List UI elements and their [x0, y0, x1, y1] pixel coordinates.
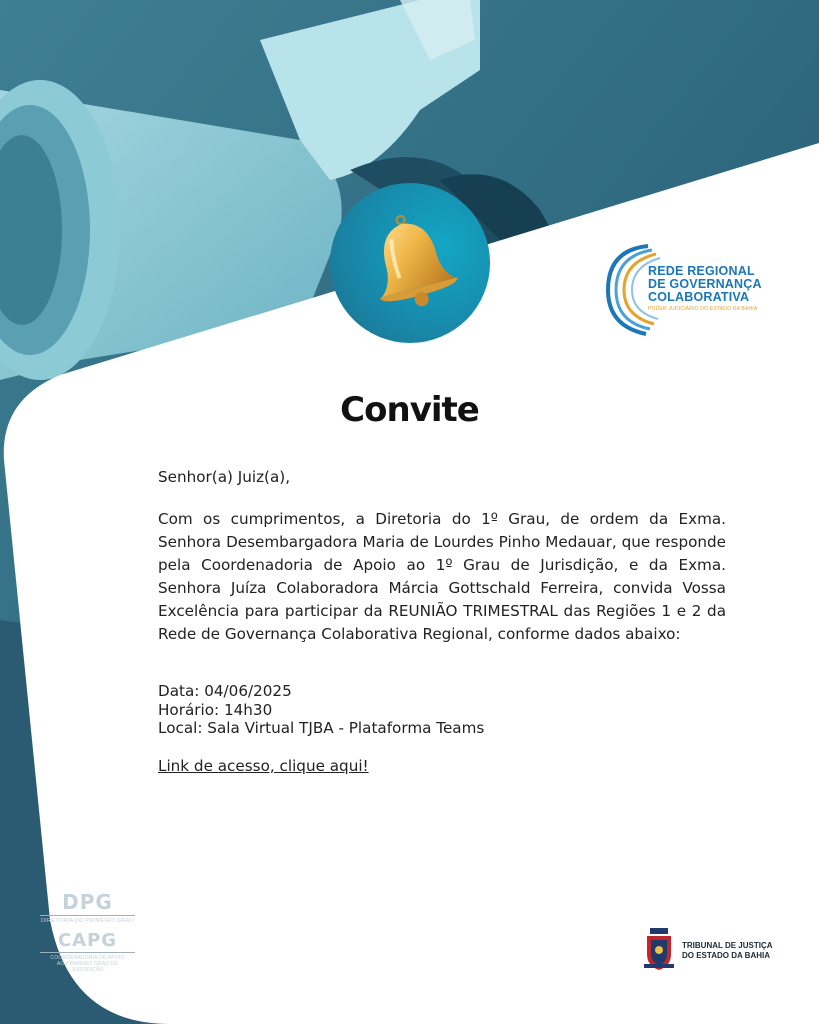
- meeting-time: Horário: 14h30: [158, 700, 273, 719]
- meeting-place: Local: Sala Virtual TJBA - Plataforma Teams: [158, 719, 485, 737]
- dpg-logo: [40, 890, 135, 924]
- meeting-date: Data: 04/06/2025: [158, 682, 292, 700]
- rede-logo-text: [648, 265, 768, 304]
- dpg-full-name: DIRETORIA DO PRIMEIRO GRAU: [40, 915, 135, 924]
- greeting: Senhor(a) Juiz(a),: [158, 468, 291, 486]
- rede-logo-line1: REDE REGIONAL: [648, 264, 755, 278]
- dpg-name: DPG: [62, 890, 113, 914]
- invitation-content: [158, 466, 726, 778]
- bell-icon: [352, 205, 468, 321]
- invitation-body: Com os cumprimentos, a Diretoria do 1º Grau, de ordem da Exma. Senhora Desembargadora Maria de Lourdes Pinho Medauar, que responde pela Coordenadoria de Apoio ao 1º Grau de Jurisdição, e da Exma. Senhora Juíza Colaboradora Márcia Gottschald Ferreira, convida Vossa Excelência para participar da REUNIÃO TRIMESTRAL das Regiões 1 e 2 da Rede de Governança Colaborativa Regional, conforme dados abaixo:: [158, 510, 726, 643]
- rede-logo-subtitle: PODER JUDICIÁRIO DO ESTADO DA BAHIA: [648, 306, 758, 312]
- rede-logo-line2: DE GOVERNANÇA: [648, 277, 762, 291]
- capg-logo: [40, 930, 135, 973]
- access-link[interactable]: Link de acesso, clique aqui!: [158, 756, 369, 775]
- tj-name-line1: TRIBUNAL DE JUSTIÇA: [682, 941, 773, 950]
- rede-logo-line3: COLABORATIVA: [648, 290, 750, 304]
- page-title: Convite: [340, 390, 479, 430]
- tj-name-line2: DO ESTADO DA BAHIA: [682, 951, 770, 960]
- bell-badge: [330, 183, 490, 343]
- capg-full-line1: COORDENADORIA DE APOIO: [50, 955, 125, 961]
- capg-full-line2: AO PRIMEIRO GRAU DE JURISDIÇÃO: [56, 961, 119, 973]
- capg-full-name: [40, 952, 135, 973]
- tj-name: [682, 941, 773, 961]
- meeting-details: [158, 682, 726, 738]
- capg-name: CAPG: [57, 930, 118, 951]
